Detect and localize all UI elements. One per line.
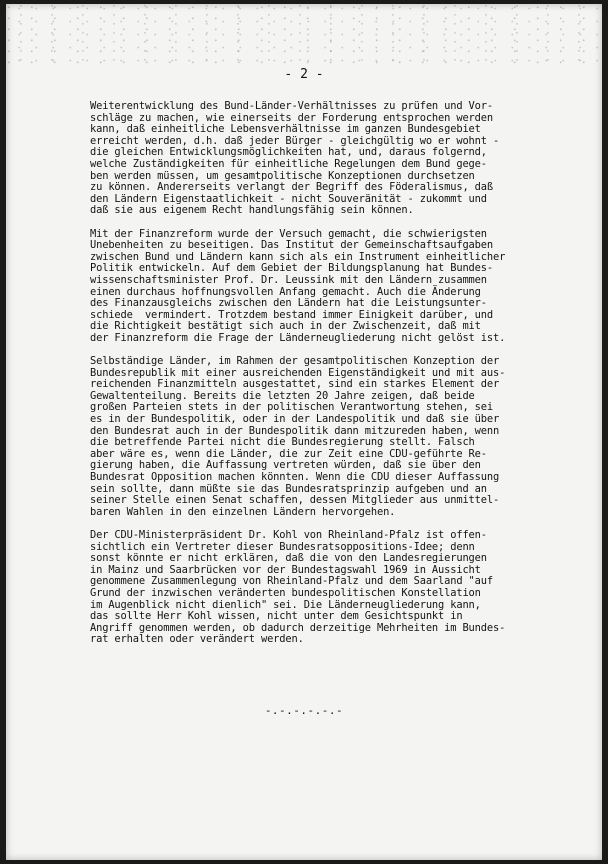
text-line: Politik entwickeln. Auf dem Gebiet der Bildungsplanung hat Bundes- bbox=[90, 262, 493, 275]
text-line: sonst könnte er nicht erklären, daß die von den Landesregierungen bbox=[90, 552, 487, 565]
text-line: großen Parteien stets in der politischen Verantwortung stehen, sei bbox=[90, 401, 493, 414]
text-line: kann, daß einheitliche Lebensverhältnisse im ganzen Bundesgebiet bbox=[90, 123, 481, 136]
closing-separator: -.-.-.-.-.- bbox=[264, 704, 344, 717]
text-line: es in der Bundespolitik, oder in der Landespolitik und daß sie über bbox=[90, 413, 500, 426]
text-line: sichtlich ein Vertreter dieser Bundesratsoppositions-Idee; denn bbox=[90, 540, 475, 553]
text-line: zwischen Bund und Ländern kann sich als ein Instrument einheitlicher bbox=[90, 250, 506, 263]
document-body bbox=[90, 101, 584, 658]
text-line: ben werden müssen, um gesamtpolitische Konzeptionen durchsetzen bbox=[90, 169, 475, 182]
text-line: der Finanzreform die Frage der Länderneugliederung nicht gelöst ist. bbox=[90, 331, 506, 344]
page-number: - 2 - bbox=[284, 67, 324, 82]
text-line: den Ländern Eigenstaatlichkeit - nicht Souveränität - zukommt und bbox=[90, 192, 487, 205]
text-line: seiner Stelle einen Senat schaffen, dessen Mitglieder aus unmittel- bbox=[90, 494, 500, 507]
paragraph-4 bbox=[90, 530, 584, 646]
text-line: einen durchaus hoffnungsvollen Anfang gemacht. Auch die Änderung bbox=[90, 285, 481, 298]
text-line: daß sie aus eigenem Recht handlungsfähig sein können. bbox=[90, 204, 414, 217]
text-line: genommene Zusammenlegung von Rheinland-Pfalz und dem Saarland "auf bbox=[90, 575, 493, 588]
text-line: baren Wahlen in den einzelnen Ländern hervorgehen. bbox=[90, 505, 396, 518]
text-line: in Mainz und Saarbrücken vor der Bundestagswahl 1969 in Aussicht bbox=[90, 563, 481, 576]
paragraph-3 bbox=[90, 356, 584, 518]
text-line: Der CDU-Ministerpräsident Dr. Kohl von Rheinland-Pfalz ist offen- bbox=[90, 528, 487, 541]
text-line: welche Zuständigkeiten für einheitliche Regelungen dem Bund gege- bbox=[90, 157, 487, 170]
scan-noise bbox=[6, 4, 602, 64]
text-line: Angriff genommen werden, ob dadurch derzeitige Mehrheiten im Bundes- bbox=[90, 621, 506, 634]
text-line: gierung haben, die Auffassung vertreten würden, daß sie über den bbox=[90, 459, 481, 472]
text-line: rat erhalten oder verändert werden. bbox=[90, 633, 304, 646]
text-line: Grund der inzwischen veränderten bundespolitischen Konstellation bbox=[90, 586, 481, 599]
text-line: Gewaltenteilung. Bereits die letzten 20 Jahre zeigen, daß beide bbox=[90, 389, 475, 402]
text-line: die Richtigkeit bestätigt sich auch in der Zwischenzeit, daß mit bbox=[90, 320, 481, 333]
text-line: den Bundesrat auch in der Bundespolitik dann mitzureden haben, wenn bbox=[90, 424, 500, 437]
text-line: des Finanzausgleichs zwischen den Ländern hat die Leistungsunter- bbox=[90, 297, 487, 310]
text-line: schläge zu machen, wie einerseits der Forderung entsprochen werden bbox=[90, 111, 493, 124]
text-line: Selbständige Länder, im Rahmen der gesamtpolitischen Konzeption der bbox=[90, 355, 500, 368]
text-line: schiede vermindert. Trotzdem bestand immer Einigkeit darüber, und bbox=[90, 308, 493, 321]
text-line: Weiterentwicklung des Bund-Länder-Verhältnisses zu prüfen und Vor- bbox=[90, 100, 493, 112]
text-line: Mit der Finanzreform wurde der Versuch gemacht, die schwierigsten bbox=[90, 227, 487, 240]
text-line: zu können. Andererseits verlangt der Begriff des Föderalismus, daß bbox=[90, 181, 493, 194]
paragraph-2 bbox=[90, 229, 584, 345]
text-line: aber wäre es, wenn die Länder, die zur Zeit eine CDU-geführte Re- bbox=[90, 447, 487, 460]
scanned-page bbox=[6, 4, 602, 860]
text-line: die gleichen Entwicklungsmöglichkeiten hat, und, daraus folgernd, bbox=[90, 146, 487, 159]
text-line: wissenschaftsminister Prof. Dr. Leussink mit den Ländern zusammen bbox=[90, 273, 487, 286]
text-line: Bundesrepublik mit einer ausreichenden Eigenständigkeit und mit aus- bbox=[90, 366, 506, 379]
text-line: Bundesrat Opposition machen könnten. Wenn die CDU dieser Auffassung bbox=[90, 471, 500, 483]
text-line: Unebenheiten zu beseitigen. Das Institut der Gemeinschaftsaufgaben bbox=[90, 239, 493, 252]
text-line: sein sollte, dann müßte sie das Bundesratsprinzip aufgeben und an bbox=[90, 482, 487, 495]
paragraph-1 bbox=[90, 101, 584, 217]
text-line: erreicht werden, d.h. daß jeder Bürger - gleichgültig wo er wohnt - bbox=[90, 134, 500, 147]
text-line: das sollte Herr Kohl wissen, nicht unter dem Gesichtspunkt in bbox=[90, 610, 463, 623]
text-line: im Augenblick nicht dienlich" sei. Die Länderneugliederung kann, bbox=[90, 598, 481, 611]
text-line: reichenden Finanzmitteln ausgestattet, sind ein starkes Element der bbox=[90, 378, 500, 391]
text-line: die betreffende Partei nicht die Bundesregierung stellt. Falsch bbox=[90, 436, 475, 449]
